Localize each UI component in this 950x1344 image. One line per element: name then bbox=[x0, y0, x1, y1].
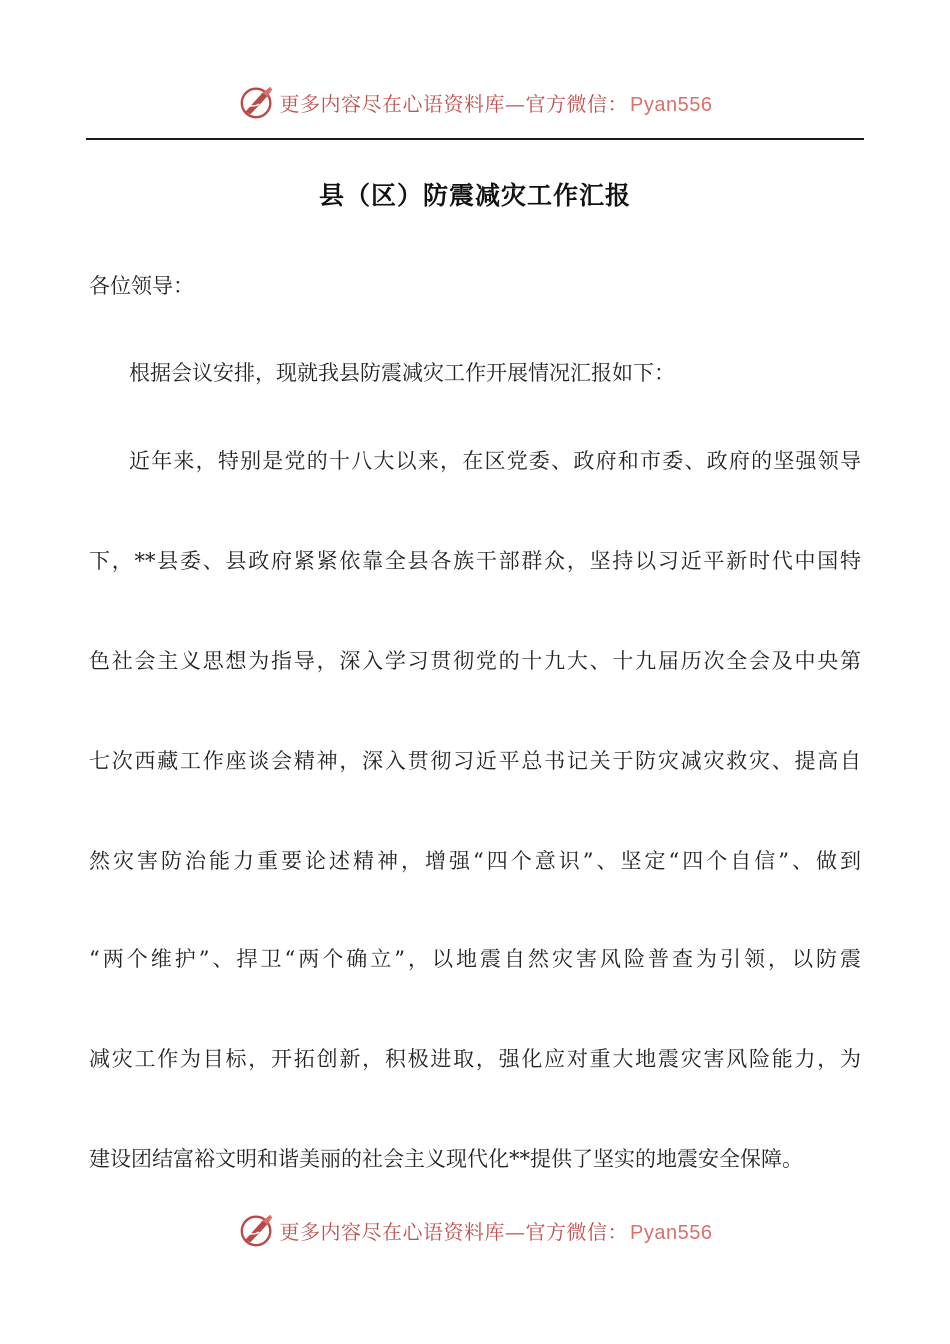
body-line-7: 减灾工作为目标，开拓创新，积极进取，强化应对重大地震灾害风险能力，为 bbox=[89, 1047, 861, 1071]
body-line-2: 下，**县委、县政府紧紧依靠全县各族干部群众，坚持以习近平新时代中国特 bbox=[89, 549, 861, 573]
body-line-1: 近年来，特别是党的十八大以来，在区党委、政府和市委、政府的坚强领导 bbox=[129, 449, 861, 473]
salutation: 各位领导： bbox=[89, 274, 194, 298]
body-line-5: 然灾害防治能力重要论述精神，增强“四个意识”、坚定“四个自信”、做到 bbox=[89, 849, 861, 873]
footer-banner-label: 更多内容尽在心语资料库—官方微信： bbox=[279, 1219, 629, 1244]
header-banner-handle: Pyan556 bbox=[630, 93, 713, 116]
footer-banner-handle: Pyan556 bbox=[630, 1221, 713, 1244]
body-line-8: 建设团结富裕文明和谐美丽的社会主义现代化**提供了坚实的地震安全保障。 bbox=[89, 1147, 803, 1171]
body-line-3: 色社会主义思想为指导，深入学习贯彻党的十九大、十九届历次全会及中央第 bbox=[89, 649, 861, 673]
body-line-6: “两个维护”、捍卫“两个确立”，以地震自然灾害风险普查为引领，以防震 bbox=[89, 947, 861, 971]
intro-paragraph: 根据会议安排，现就我县防震减灾工作开展情况汇报如下： bbox=[129, 361, 675, 385]
header-banner-text bbox=[280, 88, 713, 117]
document-title: 县（区）防震减灾工作汇报 bbox=[318, 181, 631, 210]
footer-banner-text bbox=[280, 1216, 713, 1245]
body-line-4: 七次西藏工作座谈会精神，深入贯彻习近平总书记关于防灾减灾救灾、提高自 bbox=[89, 749, 861, 773]
footer-banner bbox=[0, 1208, 950, 1252]
pen-logo-icon bbox=[238, 83, 276, 121]
pen-logo-icon bbox=[238, 1211, 276, 1249]
header-rule bbox=[86, 138, 864, 140]
header-banner-label: 更多内容尽在心语资料库—官方微信： bbox=[279, 91, 629, 116]
header-banner bbox=[0, 80, 950, 124]
